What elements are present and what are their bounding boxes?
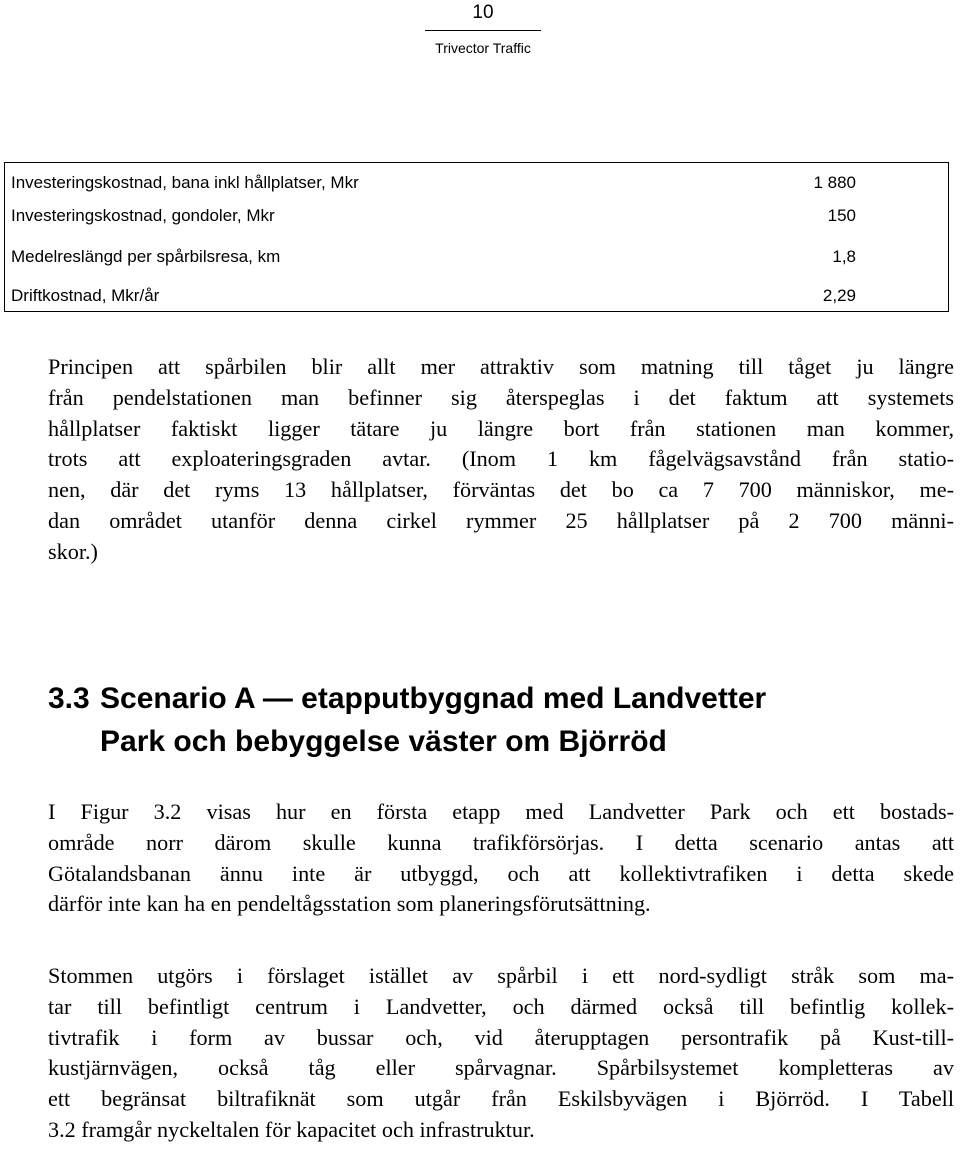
text-line: 3.2 framgår nyckeltalen för kapacitet och infrastruktur. xyxy=(48,1116,535,1142)
row-value: 1,8 xyxy=(832,247,856,266)
table-row xyxy=(11,205,856,227)
text-line: kustjärnvägen, också tåg eller spårvagnar. Spårbilsystemet kompletteras av xyxy=(48,1055,954,1081)
table-row xyxy=(11,285,856,307)
header-divider xyxy=(425,30,541,31)
section-title xyxy=(100,677,950,763)
text-line: Stommen utgörs i förslaget istället av spårbil i ett nord-sydligt stråk som ma- xyxy=(48,963,954,988)
row-label: Driftkostnad, Mkr/år xyxy=(11,286,160,305)
text-line: hållplatser faktiskt ligger tätare ju längre bort från stationen man kommer, xyxy=(48,415,954,441)
body-paragraph xyxy=(48,352,954,568)
section-title-line: Park och bebyggelse väster om Björröd xyxy=(100,725,667,758)
text-line: skor.) xyxy=(48,538,98,564)
text-line: tar till befintligt centrum i Landvetter, och därmed också till befintlig kollek- xyxy=(48,993,954,1019)
text-line: dan området utanför denna cirkel rymmer 25 hållplatser på 2 700 männi- xyxy=(48,507,954,533)
body-paragraph xyxy=(48,797,954,920)
text-line: I Figur 3.2 visas hur en första etapp med Landvetter Park och ett bostads- xyxy=(48,799,954,824)
row-value: 2,29 xyxy=(822,286,856,305)
body-paragraph xyxy=(48,961,954,1146)
row-label: Medelreslängd per spårbilsresa, km xyxy=(11,247,281,266)
table-row xyxy=(11,172,856,194)
section-title-line: Scenario A — etapputbyggnad med Landvetter xyxy=(100,682,767,715)
text-line: Götalandsbanan ännu inte är utbyggd, och att kollektivtrafiken i detta skede xyxy=(48,860,954,886)
row-value: 1 880 xyxy=(813,173,856,192)
text-line: trots att exploateringsgraden avtar. (Inom 1 km fågelvägsavstånd från statio- xyxy=(48,446,954,472)
text-line: tivtrafik i form av bussar och, vid återupptagen persontrafik på Kust-till- xyxy=(48,1024,954,1050)
row-value: 150 xyxy=(827,206,856,225)
text-line: nen, där det ryms 13 hållplatser, förväntas det bo ca 7 700 människor, me- xyxy=(48,477,954,503)
company-name: Trivector Traffic xyxy=(435,40,531,56)
key-figures-table xyxy=(4,162,949,312)
row-label: Investeringskostnad, bana inkl hållplatser, Mkr xyxy=(11,173,359,192)
table-row xyxy=(11,246,856,268)
section-number: 3.3 xyxy=(48,682,90,715)
text-line: ett begränsat biltrafiknät som utgår från Eskilsbyvägen i Björröd. I Tabell xyxy=(48,1086,954,1112)
text-line: från pendelstationen man befinner sig återspeglas i det faktum att systemets xyxy=(48,384,954,410)
row-label: Investeringskostnad, gondoler, Mkr xyxy=(11,206,275,225)
page-number: 10 xyxy=(472,2,494,23)
text-line: område norr därom skulle kunna trafikförsörjas. I detta scenario antas att xyxy=(48,829,954,855)
text-line: Principen att spårbilen blir allt mer attraktiv som matning till tåget ju längre xyxy=(48,354,954,379)
text-line: därför inte kan ha en pendeltågsstation som planeringsförutsättning. xyxy=(48,891,651,917)
